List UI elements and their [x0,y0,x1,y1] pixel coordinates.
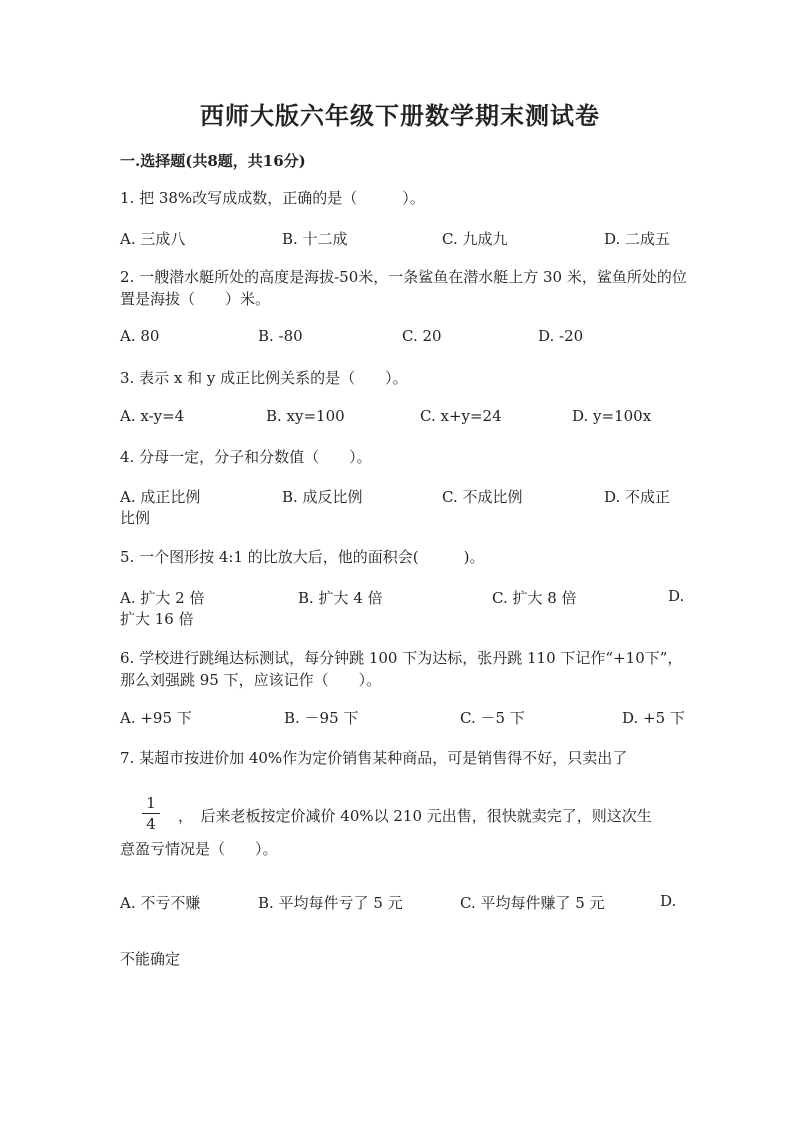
question-7-options [120,892,690,914]
option-c: C. －5 下 [460,709,525,727]
question-2: 2. 一艘潜水艇所处的高度是海拔-50米，一条鲨鱼在潜水艇上方 30 米，鲨鱼所处的位置是海拔（ ）米。 [120,268,687,308]
option-a: A. 成正比例 [120,488,201,506]
option-b: B. 十二成 [282,230,348,248]
question-6: 6. 学校进行跳绳达标测试，每分钟跳 100 下为达标，张丹跳 110 下记作“+10下”，那么刘强跳 95 下，应该记作（ ）。 [120,649,683,689]
fraction-bar [142,813,160,814]
question-5-options [120,587,690,609]
option-d: D. [668,587,685,605]
question-7: 7. 某超市按进价加 40%作为定价销售某种商品，可是销售得不好，只卖出了 [120,749,628,767]
option-d: D. [660,892,677,910]
option-d-continued: 比例 [120,509,151,527]
question-7-continued: ， 后来老板按定价减价 40%以 210 元出售，很快就卖完了，则这次生 [178,807,652,825]
question-4-options [120,486,690,508]
option-a: A. x-y=4 [120,407,185,425]
question-5: 5. 一个图形按 4:1 的比放大后，他的面积会( )。 [120,548,485,566]
option-d: D. y=100x [572,407,652,425]
option-b: B. xy=100 [266,407,345,425]
option-c: C. x+y=24 [420,407,502,425]
option-d: D. 二成五 [604,230,671,248]
section-heading: 一.选择题(共8题，共16分) [120,152,306,170]
option-a: A. +95 下 [120,709,192,727]
question-3: 3. 表示 x 和 y 成正比例关系的是（ ）。 [120,369,408,387]
option-a: A. 不亏不赚 [120,894,201,912]
option-d: D. +5 下 [622,709,685,727]
option-b: B. 扩大 4 倍 [298,589,383,607]
option-c: C. 九成九 [442,230,508,248]
option-d-continued: 不能确定 [120,950,181,968]
question-2-options [120,327,690,349]
option-a: A. 80 [120,327,160,345]
fraction-denominator: 4 [146,815,156,833]
question-3-options [120,407,690,429]
fraction-numerator: 1 [146,794,156,812]
question-6-options [120,707,690,729]
option-d: D. -20 [538,327,584,345]
option-c: C. 不成比例 [442,488,523,506]
option-b: B. －95 下 [284,709,359,727]
option-d: D. 不成正 [604,488,671,506]
question-7-line-3: 意盈亏情况是（ ）。 [120,840,278,858]
option-b: B. -80 [258,327,303,345]
page-title: 西师大版六年级下册数学期末测试卷 [200,101,600,130]
option-a: A. 扩大 2 倍 [120,589,205,607]
question-1-options [120,228,690,250]
question-1: 1. 把 38%改写成成数，正确的是（ ）。 [120,189,425,207]
fraction-one-quarter [142,794,160,833]
option-b: B. 成反比例 [282,488,363,506]
question-4: 4. 分母一定，分子和分数值（ ）。 [120,448,372,466]
option-d-continued: 扩大 16 倍 [120,610,194,628]
option-c: C. 20 [402,327,442,345]
option-c: C. 平均每件赚了 5 元 [460,894,605,912]
option-a: A. 三成八 [120,230,186,248]
option-b: B. 平均每件亏了 5 元 [258,894,403,912]
option-c: C. 扩大 8 倍 [492,589,577,607]
